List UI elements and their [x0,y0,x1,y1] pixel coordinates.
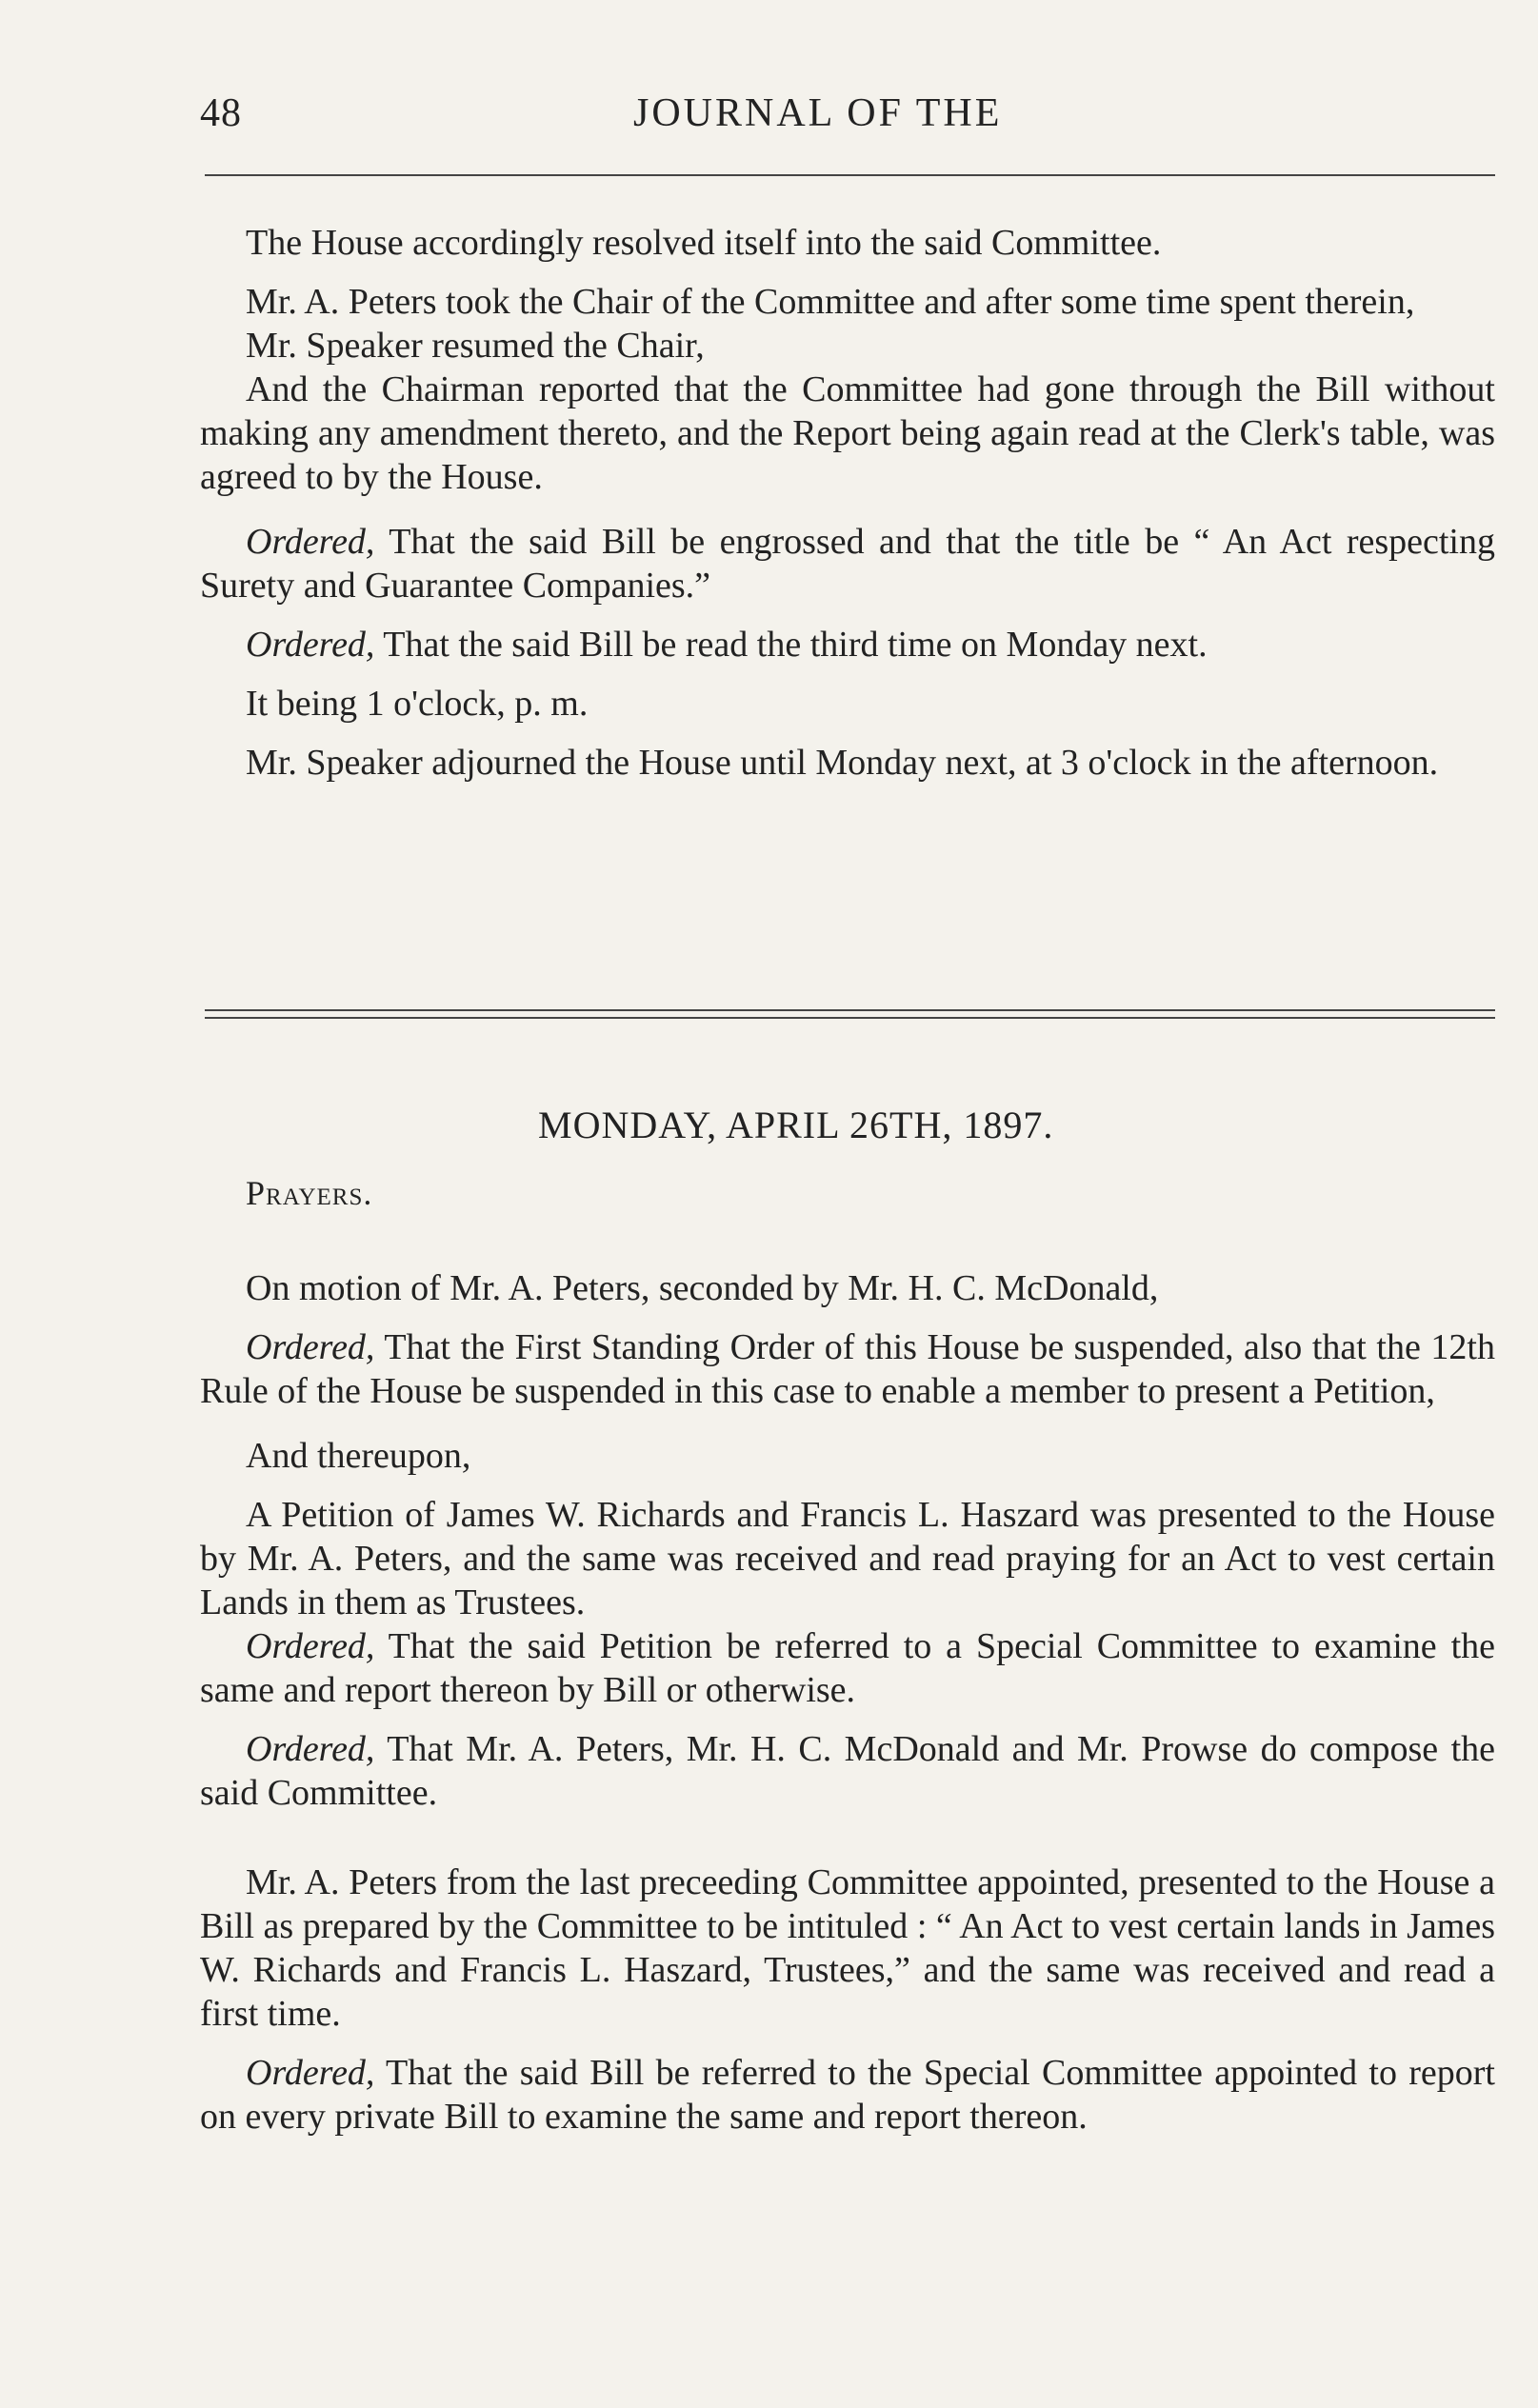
order-paragraph [200,623,1495,667]
order-paragraph [200,1325,1495,1413]
paragraph: It being 1 o'clock, p. m. [246,684,589,724]
ordered-label: Ordered, [246,1327,375,1367]
ordered-label: Ordered, [246,625,375,665]
journal-title: JOURNAL OF THE [633,91,1003,135]
prayers-heading: Prayers. [246,1174,373,1212]
ordered-label: Ordered, [246,1729,375,1769]
ordered-label: Ordered, [246,2053,375,2093]
paragraph: Mr. Speaker resumed the Chair, [246,326,705,366]
section-divider [205,1017,1495,1019]
date-heading: MONDAY, APRIL 26TH, 1897. [538,1104,1054,1146]
ordered-label: Ordered, [246,522,375,562]
paragraph: Mr. A. Peters from the last preceeding Committee appointed, presented to the House a Bill as prepared by the Committee to be intituled : “ An Act to vest certain lands in James W. Richards and Francis L. Haszard, Trustees,” and the same was received and read a first time. [200,1862,1495,2034]
order-text: That the said Bill be referred to the Special Committee appointed to report on every private Bill to examine the same and report thereon. [200,2053,1495,2137]
order-paragraph [200,520,1495,607]
order-text: That the said Petition be referred to a Special Committee to examine the same and report thereon by Bill or otherwise. [200,1626,1495,1710]
order-text: That the said Bill be engrossed and that the title be “ An Act respecting Surety and Guarantee Companies.” [200,522,1495,606]
order-text: That Mr. A. Peters, Mr. H. C. McDonald and Mr. Prowse do compose the said Committee. [200,1729,1495,1813]
paragraph: Mr. A. Peters took the Chair of the Committee and after some time spent therein, [246,282,1415,322]
order-text: That the First Standing Order of this House be suspended, also that the 12th Rule of the House be suspended in this case to enable a member to present a Petition, [200,1327,1495,1411]
paragraph: And the Chairman reported that the Committee had gone through the Bill without making any amendment thereto, and the Report being again read at the Clerk's table, was agreed to by the House. [200,369,1495,497]
section-two [200,1266,1495,2139]
order-paragraph [200,2051,1495,2139]
header-rule [205,174,1495,176]
order-paragraph [200,1624,1495,1712]
order-text: That the said Bill be read the third time on Monday next. [374,625,1208,665]
paragraph: Mr. Speaker adjourned the House until Monday next, at 3 o'clock in the afternoon. [246,743,1439,783]
paragraph: The House accordingly resolved itself into the said Committee. [246,223,1162,263]
paragraph: And thereupon, [246,1436,471,1476]
paragraph: A Petition of James W. Richards and Francis L. Haszard was presented to the House by Mr. A. Peters, and the same was received and read praying for an Act to vest certain Lands in them as Trustees. [200,1495,1495,1622]
paragraph: On motion of Mr. A. Peters, seconded by Mr. H. C. McDonald, [246,1268,1159,1308]
running-head [200,90,1495,148]
section-one [200,221,1495,785]
ordered-label: Ordered, [246,1626,375,1666]
page-number: 48 [200,91,242,135]
section-divider [205,1009,1495,1011]
order-paragraph [200,1727,1495,1815]
